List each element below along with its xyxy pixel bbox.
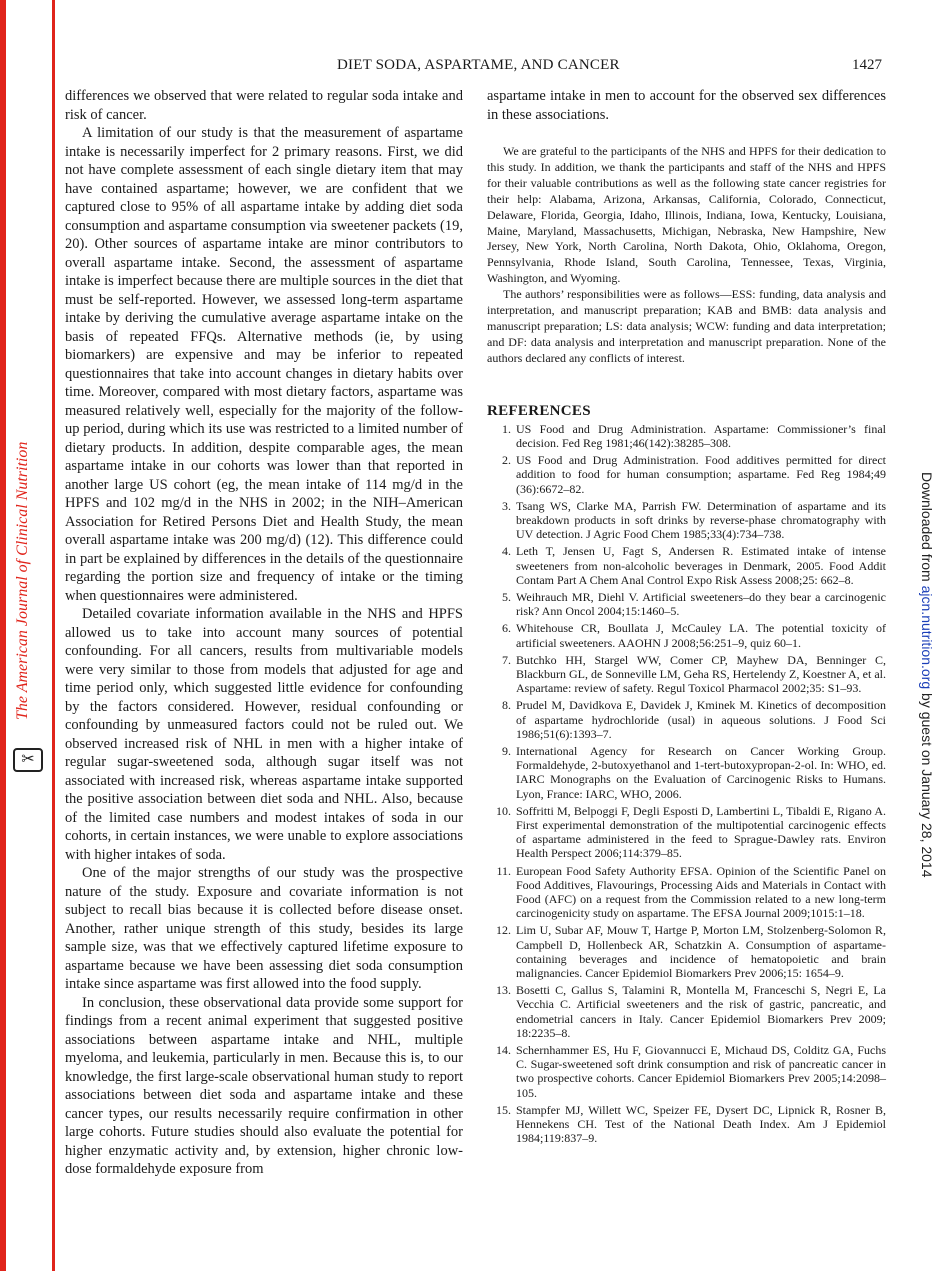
journal-color-bar (0, 0, 6, 1271)
reference-number: 4. (502, 544, 511, 559)
reference-item (487, 698, 886, 741)
reference-text: European Food Safety Authority EFSA. Opinion of the Scientific Panel on Food Additives, Flavourings, Processing Aids and Materials in Contact with Food (AFC) on a request from the Commission related to a new long-term carcinogenicity study on aspartame. The EFSA Journal 2009;1015:1–18. (516, 863, 886, 921)
reference-item (487, 499, 886, 542)
reference-number: 3. (502, 498, 511, 513)
reference-text: Stampfer MJ, Willett WC, Speizer FE, Dysert DC, Lipnick R, Rosner B, Hennekens CH. Test of the National Death Index. Am J Epidemiol 1984;119:837–9. (516, 1102, 886, 1146)
reference-text: Lim U, Subar AF, Mouw T, Hartge P, Morton LM, Stolzenberg-Solomon R, Campbell D, Hollenbeck AR, Schatzkin A. Consumption of aspartame-containing beverages and incidence of hematopoietic and brain malignancies. Cancer Epidemiol Biomarkers Prev 2006;15: 1654–9. (516, 923, 886, 980)
right-column (487, 87, 886, 1148)
reference-text: Bosetti C, Gallus S, Talamini R, Montella M, Franceschi S, Negri E, La Vecchia C. Artificial sweeteners and the risk of gastric, pancreatic, and endometrial cancers in Italy. Cancer Epidemiol Biomarkers Prev 2009; 18:2235–8. (516, 983, 886, 1040)
reference-item (487, 744, 886, 801)
reference-number: 1. (502, 421, 511, 436)
reference-text: Prudel M, Davidkova E, Davidek J, Kminek M. Kinetics of decomposition of aspartame hydrochloride (usal) in aqueous solutions. J Food Sci 1986;51(6):1393–7. (516, 698, 886, 741)
reference-list (487, 422, 886, 1146)
reference-item (487, 983, 886, 1040)
continued-paragraph: aspartame intake in men to account for the observed sex differences in these associations. (487, 88, 886, 123)
paragraph: A limitation of our study is that the measurement of aspartame intake is necessarily imperfect for 2 primary reasons. First, we did not have complete assessment of each single dietary item that may have contained aspartame; however, we are confident that we captured close to 95% of all aspartame intake by adding diet soda consumption and aspartame consumption via sweetener packets (19, 20). Other sources of aspartame intake are minor contributors to overall aspartame intake. Second, the assessment of aspartame intake is imperfect because there are multiple sources in the diet that must be self-reported. However, we assessed long-term aspartame intake by deriving the cumulative average aspartame intake on the basis of repeated FFQs. Alternative methods (ie, by using biomarkers) are expensive and may be inferior to repeated questionnaires that take into account changes in dietary habits over time. Moreover, compared with most dietary factors, aspartame was measured relatively well, especially for the majority of the follow-up period, during which its use was restricted to a limited number of dietary products. In addition, despite comparable ages, the mean aspartame intake in our cohorts was lower than that reported in another large US cohort (eg, the mean intake of 114 mg/d in the HPFS and 102 mg/d in the NHS in 2002; in the NIH–American Association for Retired Persons Diet and Health Study, the mean overall aspartame intake was 200 mg/d) (12). This difference could in part be explained by differences in the details of the questionnaire regarding the portion size and frequency of intake or the timing when questionnaires were administered. (65, 125, 463, 604)
journal-name-vertical: The American Journal of Clinical Nutrition (14, 441, 31, 720)
acknowledgment-paragraph: We are grateful to the participants of the NHS and HPFS for their dedication to this study. In addition, we thank the participants and staff of the NHS and HPFS for their valuable contributions as well as the following state cancer registries for their help: Alabama, Arizona, Arkansas, California, Colorado, Connecticut, Delaware, Florida, Georgia, Idaho, Illinois, Indiana, Iowa, Kentucky, Louisiana, Maine, Maryland, Massachusetts, Michigan, Nebraska, New Hampshire, New Jersey, New York, North Carolina, North Dakota, Ohio, Oklahoma, Oregon, Pennsylvania, Rhode Island, South Carolina, Tennessee, Texas, Virginia, Washington, and Wyoming. (487, 144, 886, 286)
reference-text: Whitehouse CR, Boullata J, McCauley LA. The potential toxicity of artificial sweeteners. AAOHN J 2008;56:251–9, quiz 60–1. (516, 621, 886, 650)
reference-item (487, 653, 886, 696)
reference-item (487, 621, 886, 649)
reference-item (487, 544, 886, 587)
download-prefix: Downloaded from (919, 472, 935, 586)
reference-text: US Food and Drug Administration. Food additives permitted for direct addition to food for human consumption; aspartame. Fed Reg 1984;49 (36):6672–82. (516, 453, 886, 496)
reference-number: 9. (502, 743, 511, 758)
reference-number: 8. (502, 698, 511, 713)
reference-number: 5. (502, 589, 511, 604)
journal-logo-icon: ✂ (13, 748, 43, 772)
journal-margin-rule (52, 0, 55, 1271)
download-link[interactable]: ajcn.nutrition.org (919, 585, 935, 690)
reference-text: Leth T, Jensen U, Fagt S, Andersen R. Estimated intake of intense sweeteners from non-alcoholic beverages in Denmark, 2005. Food Addit Contam Part A Chem Anal Control Expo Risk Assess 2008;25: 662–8. (516, 544, 886, 587)
left-column (65, 87, 463, 1179)
reference-number: 15. (496, 1102, 511, 1117)
running-head: DIET SODA, ASPARTAME, AND CANCER (337, 57, 620, 73)
reference-item (487, 1103, 886, 1146)
reference-text: Soffritti M, Belpoggi F, Degli Esposti D, Lambertini L, Tibaldi E, Rigano A. First experimental demonstration of the multipotential carcinogenic effects of aspartame administered in the feed to Sprague-Dawley rats. Environ Health Perspect 2006;114:379–85. (516, 803, 886, 861)
reference-text: Tsang WS, Clarke MA, Parrish FW. Determination of aspartame and its breakdown products in soft drinks by reverse-phase chromatography with UV detection. J Agric Food Chem 1985;33(4):734–738. (516, 498, 886, 542)
reference-number: 12. (496, 923, 511, 938)
reference-text: Weihrauch MR, Diehl V. Artificial sweeteners–do they bear a carcinogenic risk? Ann Oncol 2004;15:1460–5. (516, 589, 886, 619)
reference-text: International Agency for Research on Cancer Working Group. Formaldehyde, 2-butoxyethanol and 1-tert-butoxypropan-2-ol. In: WHO, ed. IARC Monographs on the Evaluation of Carcinogenic Risks to Humans. Lyon, France: IARC, WHO, 2006. (516, 743, 886, 801)
reference-text: Schernhammer ES, Hu F, Giovannucci E, Michaud DS, Colditz GA, Fuchs C. Sugar-sweetened soft drink consumption and risk of pancreatic cancer in two prospective cohorts. Cancer Epidemiol Biomarkers Prev 2005;14:2098–105. (516, 1043, 886, 1100)
reference-item (487, 1043, 886, 1100)
reference-number: 13. (496, 983, 511, 998)
reference-number: 10. (496, 803, 511, 818)
references-heading: REFERENCES (487, 402, 591, 419)
reference-item (487, 923, 886, 980)
download-notice (919, 472, 935, 878)
acknowledgments (487, 144, 886, 367)
reference-number: 6. (502, 621, 511, 636)
reference-text: US Food and Drug Administration. Aspartame: Commissioner’s final decision. Fed Reg 1981;46(142):38285–308. (516, 421, 886, 450)
reference-item (487, 864, 886, 921)
paragraph: One of the major strengths of our study was the prospective nature of the study. Exposure and covariate information is not subject to recall bias because it is collected before disease onset. Another, rather unique strength of this study, besides its large sample size, was that we effectively captured lifetime exposure to aspartame because we have been assessing diet soda consumption intake since aspartame was first allowed into the food supply. (65, 865, 463, 992)
reference-item (487, 804, 886, 861)
reference-number: 7. (502, 652, 511, 667)
reference-number: 2. (502, 453, 511, 468)
paragraph: differences we observed that were related to regular soda intake and risk of cancer. (65, 88, 463, 123)
paragraph: Detailed covariate information available in the NHS and HPFS allowed us to take into account many sources of potential confounding. For all cancers, results from multivariable models were very similar to those from models that adjusted for age and time period only, which suggested little evidence for confounding by the factors considered. However, residual confounding or confounding by unmeasured factors could not be ruled out. We observed increased risk of NHL in men with a higher intake of regular sugar-sweetened soda, although sugar itself was not associated with increased risk, whereas aspartame intake supported the positive association between diet soda and NHL. Also, because of the limited case numbers and modest intakes of soda in our cohorts, in certain instances, we were unable to explore associations with higher intakes of soda. (65, 606, 463, 863)
reference-item (487, 453, 886, 496)
reference-number: 14. (496, 1043, 511, 1058)
reference-number: 11. (496, 863, 511, 878)
page-number: 1427 (852, 57, 882, 73)
reference-item (487, 422, 886, 450)
download-suffix: by guest on January 28, 2014 (919, 689, 935, 878)
reference-text: Butchko HH, Stargel WW, Comer CP, Mayhew DA, Benninger C, Blackburn GL, de Sonneville LM, Geha RS, Hertelendy Z, Koestner A, et al. Aspartame: review of safety. Regul Toxicol Pharmacol 2002;35: S1–93. (516, 652, 886, 696)
author-responsibilities: The authors’ responsibilities were as follows—ESS: funding, data analysis and interpretation, and manuscript preparation; KAB and BMB: data analysis and manuscript preparation; LS: data analysis; WCW: funding and data interpretation; and DF: data analysis and interpretation and manuscript preparation. None of the authors declared any conflicts of interest. (487, 287, 886, 365)
reference-item (487, 590, 886, 618)
paragraph: In conclusion, these observational data provide some support for findings from a recent animal experiment that suggested positive associations between aspartame intake and NHL, multiple myeloma, and leukemia, particularly in men. Because this is, to our knowledge, the first large-scale observational human study to report associations between diet soda and aspartame intake and these cancer types, our results necessarily require confirmation in other large cohorts. Future studies should also evaluate the potential for higher enzymatic activity and, by extension, higher chronic low-dose formaldehyde exposure from (65, 994, 463, 1177)
